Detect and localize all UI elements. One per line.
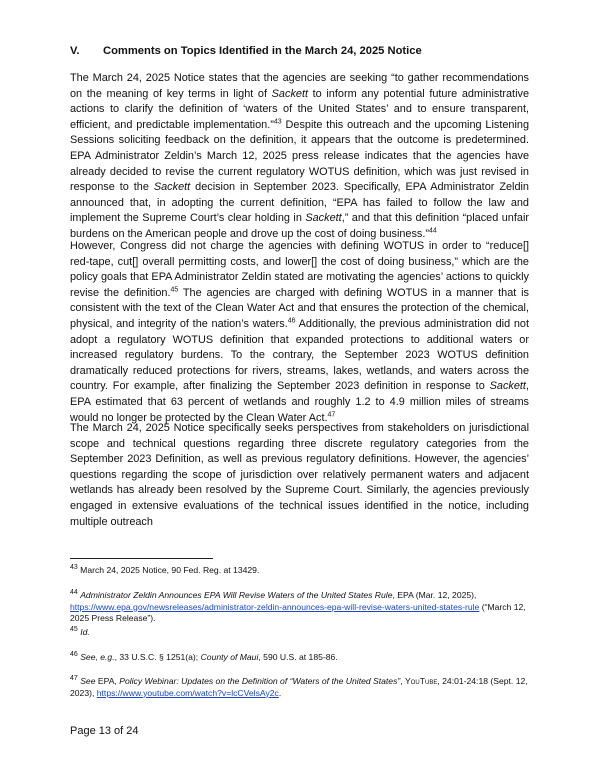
section-heading <box>70 45 422 57</box>
footnote-text: , 33 U.S.C. § 1251(a); <box>114 652 201 662</box>
press-release-link[interactable]: https://www.epa.gov/newsreleases/administrator-zeldin-announces-epa-will-revise-waters-united-states-rule <box>70 601 480 612</box>
case-name: Sackett <box>271 87 308 100</box>
case-name: Sackett <box>489 380 526 393</box>
footnote-45 <box>70 627 530 639</box>
footnote-text: EPA, <box>95 676 120 686</box>
source-name: YouTube <box>405 676 438 686</box>
footnote-number: 46 <box>70 651 78 659</box>
section-number: V. <box>70 45 80 57</box>
footnote-text: March 24, 2025 Notice, 90 Fed. Reg. at 13429. <box>77 565 260 575</box>
paragraph-2 <box>70 239 529 426</box>
footnote-ref-44[interactable]: 44 <box>429 227 437 235</box>
footnote-divider <box>70 558 213 559</box>
footnote-ref-46[interactable]: 46 <box>287 317 296 325</box>
footnote-43 <box>70 565 530 577</box>
case-name: Sackett <box>153 181 191 194</box>
text-run: , EPA estimated that 63 percent of wetlands and roughly 1.2 to 4.9 million miles of streams would no longer be protected by the Clean Water Act. <box>70 380 529 424</box>
page-number: Page 13 of 24 <box>70 725 139 737</box>
text-run: Additionally, the previous administration did not adopt a regulatory WOTUS definition that expanded protections to additional waters or increased regulatory burdens. To the contrary, the September 2023 WOTUS definition dramatically reduced protections for rivers, streams, lakes, wetlands, and waters across the country. For example, after finalizing the September 2023 definition in response to <box>70 317 529 393</box>
text-run: decision in September 2023. Specifically, EPA Administrator Zeldin announced that, in adopting the current definition, “EPA has failed to follow the law and implement the Supreme Court’s clear holding in <box>70 181 529 225</box>
text-run: However, Congress did not charge the agencies with defining WOTUS in order to “reduce[] red-tape, cut[] overall permitting costs, and lower[] the cost of doing business,” which are the policy goals that EPA Administrator Zeldin stated are motivating the agencies’ actions to quickly revise the definition. <box>70 240 529 299</box>
footnote-title: Policy Webinar: Updates on the Definition of “Waters of the United States” <box>119 676 401 686</box>
footnote-text: Id. <box>80 627 90 637</box>
section-title: Comments on Topics Identified in the March 24, 2025 Notice <box>103 45 422 57</box>
footnote-46 <box>70 652 530 664</box>
text-run: The March 24, 2025 Notice specifically seeks perspectives from stakeholders on jurisdictional scope and technical questions regarding three discrete regulatory categories from the September 2023 Definition, as well as previous regulatory definitions. However, the agencies’ questions regarding the scope of jurisdiction over relatively permanent waters and adjacent wetlands has already been resolved by the Supreme Court. Similarly, the agencies previously engaged in extensive evaluations of the technical issues identified in the notice, including multiple outreach <box>70 422 529 528</box>
footnote-ref-47[interactable]: 47 <box>327 410 336 418</box>
footnote-44 <box>70 590 530 625</box>
footnote-title: Administrator Zeldin Announces EPA Will Revise Waters of the United States Rule <box>80 590 393 600</box>
footnote-text: , 24:01-24:18 (Sept. 12, 2023), <box>70 676 528 698</box>
text-run: Despite this outreach and the upcoming Listening Sessions soliciting feedback on the definition, it appears that the outcome is predetermined. EPA Administrator Zeldin’s March 12, 2025 press release indicates that the agencies have already decided to revise the current regulatory WOTUS definition, which was just revised in response to the <box>70 118 529 194</box>
footnote-ref-45[interactable]: 45 <box>170 286 179 294</box>
footnote-text: (“March 12, 2025 Press Release”). <box>70 601 526 624</box>
paragraph-1 <box>70 71 529 243</box>
case-name: County of Maui <box>200 652 259 662</box>
signal-word: See <box>80 676 96 686</box>
text-run: to inform any potential future administrative actions to clarify the definition of ‘waters of the United States’ and to ensure transparent, efficient, and predictable implementation.” <box>70 87 529 131</box>
text-run: ,” and that this definition “placed unfair burdens on the American people and drove up the cost of doing business.” <box>70 212 529 240</box>
footnote-number: 45 <box>70 626 78 634</box>
footnote-text: . <box>278 687 282 698</box>
paragraph-3 <box>70 421 529 530</box>
footnote-number: 43 <box>70 564 78 572</box>
footnote-number: 47 <box>70 675 78 683</box>
case-name: Sackett <box>305 212 342 225</box>
text-run: The March 24, 2025 Notice states that the agencies are seeking “to gather recommendations on the meaning of key terms in light of <box>70 72 529 100</box>
footnote-47 <box>70 676 530 699</box>
footnote-ref-43[interactable]: 43 <box>273 118 282 126</box>
footnote-number: 44 <box>70 589 78 597</box>
footnote-text: , <box>400 676 406 686</box>
youtube-link[interactable]: https://www.youtube.com/watch?v=lcCVelsAy2c <box>96 687 279 698</box>
signal-word: See, e.g. <box>80 652 115 662</box>
text-run: The agencies are charged with defining WOTUS in a manner that is consistent with the text of the Clean Water Act and that ensures the protection of the chemical, physical, and integrity of the nation’s waters. <box>70 286 529 330</box>
footnote-text: , 590 U.S. at 185-86. <box>258 652 338 662</box>
footnote-text: , EPA (Mar. 12, 2025), <box>392 590 477 600</box>
